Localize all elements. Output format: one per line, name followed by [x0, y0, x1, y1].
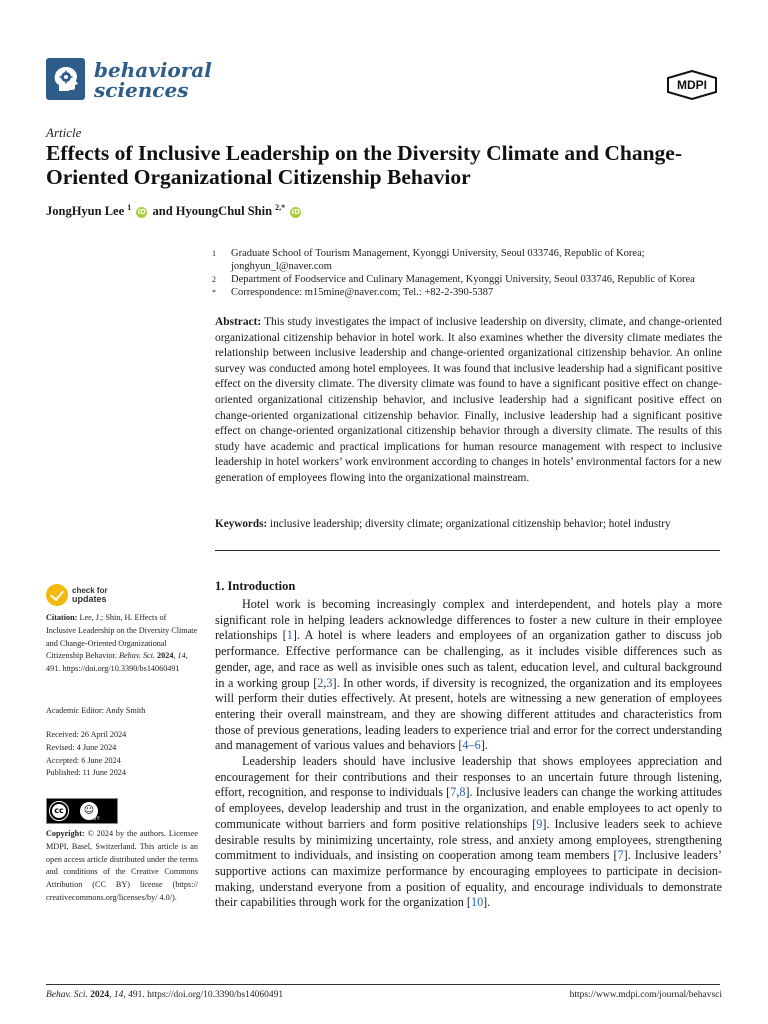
- affiliation-mark: 2: [212, 275, 216, 284]
- keywords-label: Keywords:: [215, 518, 268, 530]
- citation-volume: 14: [177, 651, 186, 661]
- person-icon: ☺: [80, 802, 98, 820]
- orcid-icon[interactable]: iD: [291, 207, 300, 216]
- cc-by-license-badge[interactable]: [46, 798, 118, 824]
- check-updates-line1: check for: [72, 586, 108, 595]
- footer-divider: [46, 984, 720, 985]
- paragraph-text: ]. Inclusive leaders seek to achieve desirable results by minimizing uncertainty, role stress, and anxiety among employees, strengthening commitment to individuals, and insisting on cooperation among team members [: [215, 816, 722, 863]
- citation-link[interactable]: 7: [450, 785, 457, 800]
- correspondence: [212, 286, 725, 299]
- date-received: Received: 26 April 2024: [46, 730, 127, 739]
- keywords: [215, 517, 722, 532]
- citation-link[interactable]: 8: [459, 785, 466, 800]
- paragraph: [215, 597, 722, 754]
- check-icon: [46, 584, 68, 606]
- section-heading: 1. Introduction: [215, 579, 296, 593]
- journal-logo-icon: [46, 58, 85, 100]
- author-line: [46, 203, 303, 219]
- journal-name-line2: sciences: [94, 78, 189, 102]
- affiliation-1: [212, 247, 725, 273]
- copyright-block: [46, 828, 198, 905]
- citation-journal: Behav. Sci.: [119, 651, 155, 661]
- paragraph-text: Leadership leaders should have inclusive leadership that shows employees appreciation and encouragement for their contributions and their responses to an uncertain future through listening, effort, recognition, and response to individuals [: [215, 754, 722, 800]
- keywords-text: inclusive leadership; diversity climate; organizational citizenship behavior; hotel industry: [270, 518, 671, 530]
- article-type: Article: [46, 125, 82, 140]
- affiliation-text: Graduate School of Tourism Management, Kyonggi University, Seoul 033746, Republic of Korea; jonghyun_l@naver.com: [231, 248, 645, 272]
- author-2-affil: 2,*: [275, 203, 286, 212]
- mdpi-logo: [666, 70, 718, 100]
- citation-link[interactable]: 3: [326, 675, 333, 690]
- paragraph-text: ]. In other words, if diversity is recognized, the organization and its employees will perform their duties effectively. At present, hotels are witnessing a new generation of employees entering their overall mainstream, and they are showing different attitudes and characteristics from those of previous generations, leading leaders to experience trial and error for the correct understanding and management of various values and behaviors [: [215, 675, 722, 753]
- author-1[interactable]: JongHyun Lee: [46, 204, 125, 219]
- affiliation-text: Department of Foodservice and Culinary Management, Kyonggi University, Seoul 033746, Republic of Korea: [231, 274, 695, 285]
- abstract: [215, 315, 722, 487]
- paragraph-text: ]. A hotel is where leaders and employees of an organization gather to discuss job performance. Effective performance can be challenging, as it includes visible differences such as gender, age, and race as well as invisible ones such as talent, education level, and cultural background in a working group [: [215, 628, 723, 690]
- abstract-label: Abstract:: [215, 316, 262, 328]
- copyright-text: © 2024 by the authors. Licensee MDPI, Basel, Switzerland. This article is an open access article distributed under the terms and conditions of the Creative Commons Attribution (CC BY) license (https:// creativecommons.org/licenses/by/ 4.0/).: [46, 829, 199, 902]
- check-for-updates-button[interactable]: [46, 584, 108, 606]
- dates-block: [46, 729, 198, 780]
- abstract-text: This study investigates the impact of inclusive leadership on diversity, climate, and change-oriented organizational citizenship behavior in hotel work. It also examines whether the diversity climate mediates the relationship between inclusive leadership and change-oriented organizational citizenship behavior. An online survey was conducted among hotel employees. It was found that inclusive leadership had a significant positive effect on the diversity climate. The diversity climate was found to have a significant positive effect on change-oriented organizational citizenship behavior, and inclusive leadership had a significant positive effect on change-oriented organizational citizenship behavior. Finally, inclusive leadership had a significant positive effect on change-oriented organizational citizenship behavior through a diversity climate. The results of this study have academic and practical implications for human resource management with respect to inclusive leadership in hotel workers’ work environment according to changes in hotels’ environmental factors for a new generation of employees flowing into the organizational mainstream.: [215, 316, 722, 484]
- footer-citation: Behav. Sci. 2024, 14, 491. https://doi.org/10.3390/bs14060491: [46, 990, 284, 1000]
- citation-block: Citation: Lee, J.; Shin, H. Effects of Inclusive Leadership on the Diversity Climate and Change-Oriented Organizational Citizenship Behavior. Behav. Sci. 2024, 14, 491. https://doi.org/10.3390/bs14060491: [46, 613, 198, 674]
- cc-by-label: BY: [93, 816, 100, 822]
- author-2[interactable]: HyoungChul Shin: [175, 204, 273, 219]
- check-updates-line2: updates: [72, 594, 107, 604]
- paragraph-text: ].: [480, 738, 488, 753]
- paragraph: [215, 754, 722, 911]
- citation-doi[interactable]: , 491. https://doi.org/10.3390/bs14060491: [46, 651, 188, 674]
- divider: [215, 550, 720, 551]
- paragraph-text: Hotel work is becoming increasingly complex and interdependent, and hotels play a more significant role in helping leaders acknowledge differences to foster a new culture in their employee relationships [: [215, 597, 722, 643]
- citation-link[interactable]: 2: [317, 675, 324, 690]
- citation-link[interactable]: 1: [286, 628, 293, 643]
- copyright-label: Copyright:: [46, 829, 85, 838]
- date-accepted: Accepted: 6 June 2024: [46, 755, 121, 765]
- citation-label: Citation:: [46, 613, 78, 622]
- author-1-affil: 1: [127, 203, 132, 212]
- affiliation-mark: *: [212, 288, 216, 297]
- citation-year: 2024: [157, 651, 174, 661]
- paragraph-text: ,: [456, 785, 460, 800]
- footer-journal-url[interactable]: https://www.mdpi.com/journal/behavsci: [569, 990, 722, 1000]
- journal-name-line1: behavioral: [94, 58, 212, 82]
- correspondence-text: Correspondence: m15mine@naver.com; Tel.: +82-2-390-5387: [231, 287, 494, 298]
- journal-name: [94, 60, 212, 100]
- footer-journal: Behav. Sci.: [46, 990, 88, 1000]
- paragraph-text: ]. Inclusive leaders’ supportive actions can maximize performance by encouraging employees to participate in decision-making, understand everyone from a position of equality, and encourage individuals to demonstrate their capabilities through work for the organization [: [215, 848, 722, 910]
- citation-text: Lee, J.; Shin, H. Effects of Inclusive Leadership on the Diversity Climate and Change-Oriented Organizational Citizenship Behavior.: [46, 613, 198, 661]
- footer-year: 2024: [90, 990, 110, 1000]
- citation-link[interactable]: 7: [617, 848, 624, 863]
- orcid-icon[interactable]: iD: [137, 207, 146, 216]
- paragraph-text: ,: [323, 675, 327, 690]
- footer-volume: 14: [113, 990, 124, 1000]
- citation-link[interactable]: 10: [470, 895, 484, 910]
- affiliation-mark: 1: [212, 249, 216, 258]
- footer-doi[interactable]: , 491. https://doi.org/10.3390/bs14060491: [123, 990, 284, 1000]
- citation-link[interactable]: 4–6: [462, 738, 481, 753]
- body-text: [215, 597, 722, 911]
- mdpi-logo-text: MDPI: [677, 78, 707, 92]
- page-title: Effects of Inclusive Leadership on the Diversity Climate and Change-Oriented Organizational Citizenship Behavior: [46, 141, 683, 189]
- academic-editor: Academic Editor: Andy Smith: [46, 706, 146, 715]
- cc-icon: cc: [50, 802, 68, 820]
- author-joiner: and: [152, 204, 173, 219]
- paragraph-text: ].: [483, 895, 491, 910]
- paragraph-text: ]. Inclusive leaders can change the working attitudes of employees, develop leadership and trust in the organization, and enable employees to act openly to communicate without barriers and form positive relationships [: [215, 785, 722, 831]
- affiliation-2: [212, 273, 725, 286]
- date-published: Published: 11 June 2024: [46, 768, 126, 778]
- date-revised: Revised: 4 June 2024: [46, 742, 117, 752]
- citation-link[interactable]: 9: [536, 816, 543, 831]
